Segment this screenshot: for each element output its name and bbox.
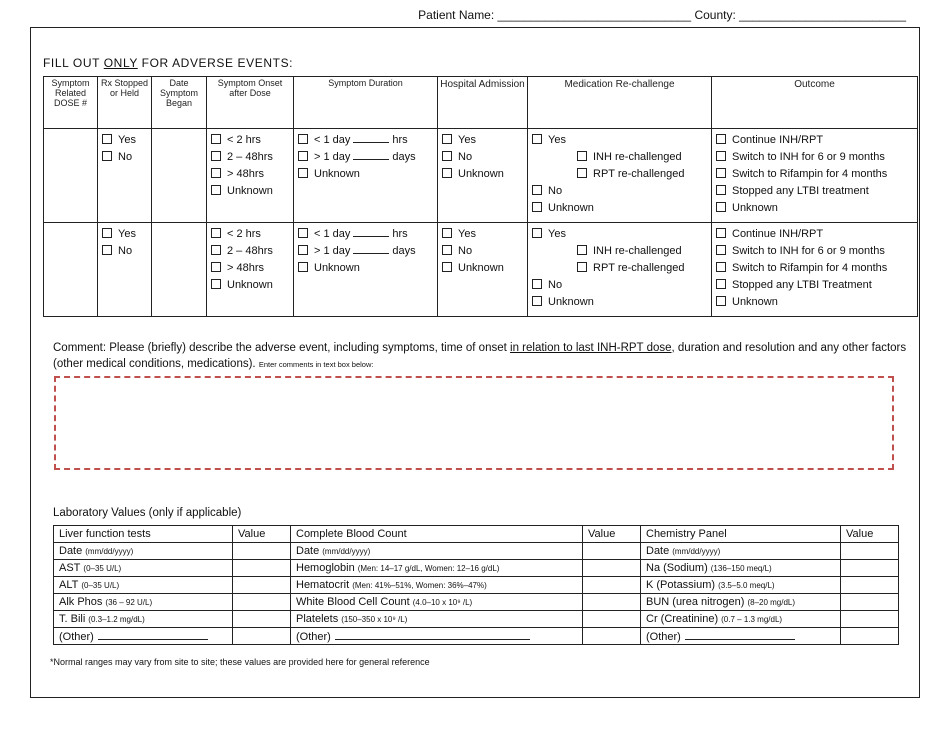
option-duration-unknown[interactable]: Unknown	[298, 260, 437, 277]
lab-row: T. Bili (0.3–1.2 mg/dL) Platelets (150–350 x 10⁹ /L) Cr (Creatinine) (0.7 – 1.3 mg/dL)	[54, 611, 899, 628]
rechallenge-cell	[528, 129, 712, 223]
outcome-cell	[712, 223, 918, 317]
lab-row: ALT (0–35 U/L) Hematocrit (Men: 41%–51%, Women: 36%–47%) K (Potassium) (3.5–5.0 meq/L)	[54, 577, 899, 594]
option-rechallenge-no[interactable]: No	[532, 183, 711, 200]
option-outcome[interactable]: Continue INH/RPT	[716, 132, 917, 149]
option-onset[interactable]: < 2 hrs	[211, 132, 293, 149]
event-row	[44, 223, 918, 317]
checkbox[interactable]	[716, 245, 726, 255]
lab-row: AST (0–35 U/L) Hemoglobin (Men: 14–17 g/dL, Women: 12–16 g/dL) Na (Sodium) (136–150 meq/L)	[54, 560, 899, 577]
checkbox[interactable]	[298, 134, 308, 144]
lab-row: Alk Phos (36 – 92 U/L) White Blood Cell Count (4.0–10 x 10⁹ /L) BUN (urea nitrogen) (8–20 mg/dL)	[54, 594, 899, 611]
option-rx-yes[interactable]: Yes	[102, 132, 151, 149]
checkbox[interactable]	[298, 228, 308, 238]
checkbox[interactable]	[102, 228, 112, 238]
checkbox[interactable]	[716, 279, 726, 289]
option-rechallenge-yes[interactable]: Yes	[532, 132, 711, 149]
option-outcome[interactable]: Stopped any LTBI treatment	[716, 183, 917, 200]
checkbox[interactable]	[102, 245, 112, 255]
dose-cell[interactable]	[44, 129, 98, 223]
option-outcome[interactable]: Switch to INH for 6 or 9 months	[716, 243, 917, 260]
lab-values-table	[53, 525, 899, 645]
lab-values-title: Laboratory Values (only if applicable)	[53, 507, 242, 519]
option-inh-rechallenged[interactable]: INH re-challenged	[532, 243, 711, 260]
option-rx-no[interactable]: No	[102, 243, 151, 260]
checkbox[interactable]	[716, 185, 726, 195]
checkbox[interactable]	[532, 134, 542, 144]
col-header-date: Date Symptom Began	[152, 77, 207, 129]
date-cell[interactable]	[152, 223, 207, 317]
option-outcome[interactable]: Continue INH/RPT	[716, 226, 917, 243]
section-title: FILL OUT ONLY FOR ADVERSE EVENTS:	[43, 56, 294, 70]
lab-value-field[interactable]	[233, 611, 291, 628]
checkbox[interactable]	[211, 151, 221, 161]
option-outcome[interactable]: Unknown	[716, 200, 917, 217]
lab-header-liver: Liver function tests	[54, 526, 233, 543]
rx-cell	[98, 129, 152, 223]
lab-value-field[interactable]	[841, 560, 899, 577]
hospital-cell	[438, 129, 528, 223]
checkbox[interactable]	[442, 245, 452, 255]
lab-header-chem: Chemistry Panel	[641, 526, 841, 543]
checkbox[interactable]	[716, 168, 726, 178]
option-rx-no[interactable]: No	[102, 149, 151, 166]
lab-value-field[interactable]	[841, 577, 899, 594]
rx-cell	[98, 223, 152, 317]
col-header-outcome: Outcome	[712, 77, 918, 129]
lab-value-field[interactable]	[841, 594, 899, 611]
duration-cell	[294, 129, 438, 223]
option-outcome[interactable]: Stopped any LTBI Treatment	[716, 277, 917, 294]
onset-cell	[207, 129, 294, 223]
lab-value-field[interactable]	[583, 560, 641, 577]
col-header-rx: Rx Stopped or Held	[98, 77, 152, 129]
outcome-cell	[712, 129, 918, 223]
patient-name-field[interactable]: _____________________________	[497, 8, 692, 22]
option-duration-gt1day[interactable]: > 1 day days	[298, 243, 437, 260]
option-hospital[interactable]: Yes	[442, 226, 527, 243]
option-duration-unknown[interactable]: Unknown	[298, 166, 437, 183]
lab-header-value: Value	[233, 526, 291, 543]
option-duration-gt1day[interactable]: > 1 day days	[298, 149, 437, 166]
checkbox[interactable]	[442, 134, 452, 144]
checkbox[interactable]	[716, 202, 726, 212]
option-rx-yes[interactable]: Yes	[102, 226, 151, 243]
checkbox[interactable]	[442, 151, 452, 161]
days-blank[interactable]	[353, 150, 389, 160]
col-header-rechallenge: Medication Re-challenge	[528, 77, 712, 129]
option-onset[interactable]: > 48hrs	[211, 166, 293, 183]
section-title-emphasis: ONLY	[103, 56, 138, 70]
checkbox[interactable]	[532, 279, 542, 289]
col-header-dose: Symptom Related DOSE #	[44, 77, 98, 129]
lab-value-field[interactable]	[233, 543, 291, 560]
checkbox[interactable]	[532, 228, 542, 238]
checkbox[interactable]	[532, 185, 542, 195]
option-hospital[interactable]: No	[442, 149, 527, 166]
option-rpt-rechallenged[interactable]: RPT re-challenged	[532, 260, 711, 277]
lab-value-field[interactable]	[233, 560, 291, 577]
option-outcome[interactable]: Switch to Rifampin for 4 months	[716, 166, 917, 183]
option-onset[interactable]: Unknown	[211, 277, 293, 294]
option-outcome[interactable]: Unknown	[716, 294, 917, 311]
checkbox[interactable]	[716, 228, 726, 238]
checkbox[interactable]	[211, 262, 221, 272]
lab-value-field[interactable]	[583, 543, 641, 560]
col-header-onset: Symptom Onset after Dose	[207, 77, 294, 129]
checkbox[interactable]	[102, 151, 112, 161]
county-field[interactable]: _________________________	[739, 8, 906, 22]
option-onset[interactable]: Unknown	[211, 183, 293, 200]
checkbox[interactable]	[298, 151, 308, 161]
option-rechallenge-unknown[interactable]: Unknown	[532, 294, 711, 311]
lab-value-field[interactable]	[841, 611, 899, 628]
adverse-events-table	[43, 76, 918, 317]
lab-value-field[interactable]	[583, 611, 641, 628]
patient-name-label: Patient Name:	[418, 8, 495, 22]
option-hospital[interactable]: Unknown	[442, 166, 527, 183]
col-header-hospital: Hospital Admission	[438, 77, 528, 129]
option-outcome[interactable]: Switch to Rifampin for 4 months	[716, 260, 917, 277]
lab-header-cbc: Complete Blood Count	[291, 526, 583, 543]
checkbox[interactable]	[211, 134, 221, 144]
comment-instructions: Comment: Please (briefly) describe the adverse event, including symptoms, time of onset in relation to last INH-RPT dose, duration and resolution and any other factors (other medical conditions, medications). Enter comments in text box below:	[53, 342, 907, 370]
checkbox[interactable]	[102, 134, 112, 144]
lab-header-value: Value	[841, 526, 899, 543]
checkbox[interactable]	[211, 168, 221, 178]
checkbox[interactable]	[532, 296, 542, 306]
checkbox[interactable]	[577, 168, 587, 178]
checkbox[interactable]	[577, 262, 587, 272]
checkbox[interactable]	[211, 279, 221, 289]
checkbox[interactable]	[442, 168, 452, 178]
option-inh-rechallenged[interactable]: INH re-challenged	[532, 149, 711, 166]
other-blank[interactable]	[685, 630, 795, 640]
patient-info-line	[418, 8, 906, 22]
option-onset[interactable]: 2 – 48hrs	[211, 243, 293, 260]
lab-value-field[interactable]	[841, 628, 899, 645]
option-rechallenge-no[interactable]: No	[532, 277, 711, 294]
lab-value-field[interactable]	[233, 628, 291, 645]
lab-value-field[interactable]	[583, 594, 641, 611]
checkbox[interactable]	[211, 185, 221, 195]
option-hospital[interactable]: Yes	[442, 132, 527, 149]
lab-value-field[interactable]	[583, 628, 641, 645]
checkbox[interactable]	[577, 245, 587, 255]
checkbox[interactable]	[716, 296, 726, 306]
hospital-cell	[438, 223, 528, 317]
option-onset[interactable]: 2 – 48hrs	[211, 149, 293, 166]
checkbox[interactable]	[577, 151, 587, 161]
col-header-duration: Symptom Duration	[294, 77, 438, 129]
date-cell[interactable]	[152, 129, 207, 223]
checkbox[interactable]	[532, 202, 542, 212]
option-onset[interactable]: > 48hrs	[211, 260, 293, 277]
lab-value-field[interactable]	[233, 594, 291, 611]
comment-textbox[interactable]	[54, 376, 894, 470]
option-duration-lt1day[interactable]: < 1 day hrs	[298, 132, 437, 149]
checkbox[interactable]	[716, 134, 726, 144]
checkbox[interactable]	[211, 228, 221, 238]
option-hospital[interactable]: No	[442, 243, 527, 260]
checkbox[interactable]	[442, 228, 452, 238]
rechallenge-cell	[528, 223, 712, 317]
days-blank[interactable]	[353, 244, 389, 254]
option-hospital[interactable]: Unknown	[442, 260, 527, 277]
lab-row-other: (Other) (Other) (Other)	[54, 628, 899, 645]
lab-row: Date (mm/dd/yyyy) Date (mm/dd/yyyy) Date (mm/dd/yyyy)	[54, 543, 899, 560]
hours-blank[interactable]	[353, 227, 389, 237]
county-label: County:	[694, 8, 736, 22]
hours-blank[interactable]	[353, 133, 389, 143]
checkbox[interactable]	[298, 168, 308, 178]
option-outcome[interactable]: Switch to INH for 6 or 9 months	[716, 149, 917, 166]
option-rechallenge-yes[interactable]: Yes	[532, 226, 711, 243]
onset-cell	[207, 223, 294, 317]
checkbox[interactable]	[298, 245, 308, 255]
checkbox[interactable]	[298, 262, 308, 272]
option-duration-lt1day[interactable]: < 1 day hrs	[298, 226, 437, 243]
checkbox[interactable]	[442, 262, 452, 272]
checkbox[interactable]	[716, 151, 726, 161]
dose-cell[interactable]	[44, 223, 98, 317]
lab-value-field[interactable]	[841, 543, 899, 560]
lab-value-field[interactable]	[583, 577, 641, 594]
duration-cell	[294, 223, 438, 317]
checkbox[interactable]	[716, 262, 726, 272]
lab-value-field[interactable]	[233, 577, 291, 594]
option-onset[interactable]: < 2 hrs	[211, 226, 293, 243]
comment-hint: Enter comments in text box below:	[258, 360, 374, 369]
option-rpt-rechallenged[interactable]: RPT re-challenged	[532, 166, 711, 183]
lab-header-value: Value	[583, 526, 641, 543]
checkbox[interactable]	[211, 245, 221, 255]
other-blank[interactable]	[98, 630, 208, 640]
option-rechallenge-unknown[interactable]: Unknown	[532, 200, 711, 217]
other-blank[interactable]	[335, 630, 530, 640]
footnote: *Normal ranges may vary from site to site; these values are provided here for general reference	[50, 657, 430, 667]
event-row	[44, 129, 918, 223]
